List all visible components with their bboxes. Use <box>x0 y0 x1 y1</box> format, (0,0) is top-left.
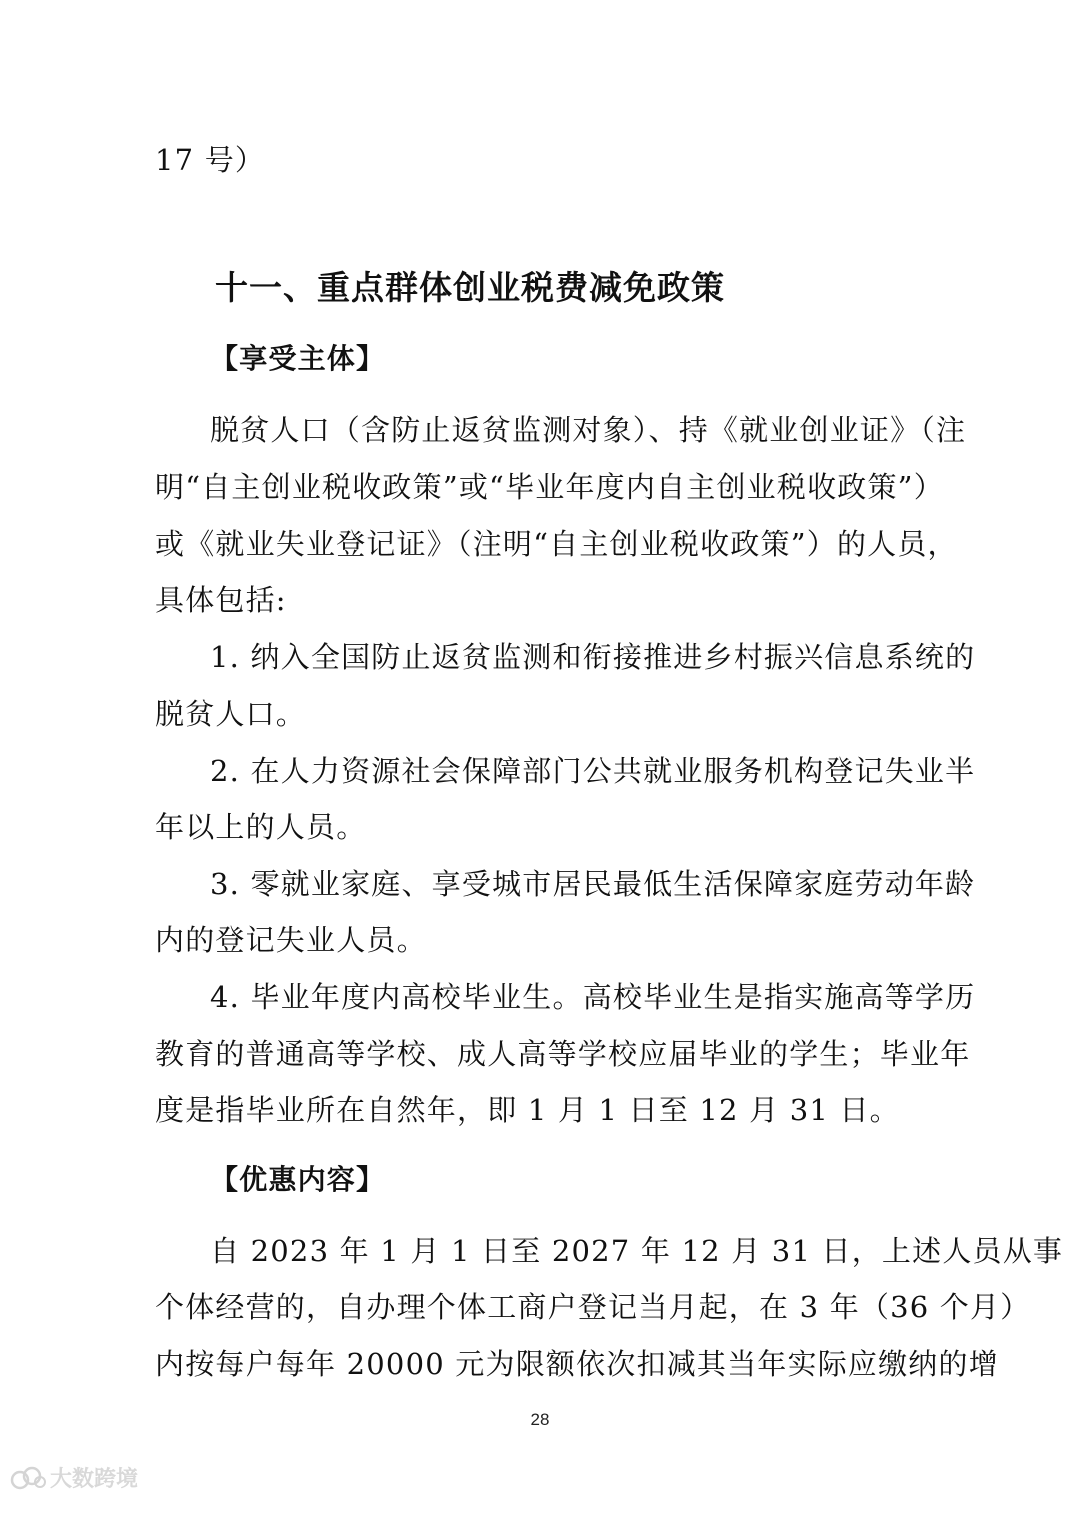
text-line: 脱贫人口（含防止返贫监测对象）、持《就业创业证》（注 <box>210 413 967 447</box>
text-line: 度是指毕业所在自然年，即 1 月 1 日至 12 月 31 日。 <box>155 1093 900 1127</box>
watermark-text: 大数跨境 <box>50 1467 139 1492</box>
list-item: 3. 零就业家庭、享受城市居民最低生活保障家庭劳动年龄 <box>210 867 976 901</box>
list-item: 1. 纳入全国防止返贫监测和衔接推进乡村振兴信息系统的 <box>210 640 976 674</box>
text-line: 内按每户每年 20000 元为限额依次扣减其当年实际应缴纳的增 <box>155 1347 999 1381</box>
text-line: 教育的普通高等学校、成人高等学校应届毕业的学生；毕业年 <box>155 1037 971 1071</box>
list-item: 4. 毕业年度内高校毕业生。高校毕业生是指实施高等学历 <box>210 980 976 1014</box>
text-line: 脱贫人口。 <box>155 697 307 731</box>
text-line: 内的登记失业人员。 <box>155 923 427 957</box>
subheading-preferential-content: 【优惠内容】 <box>210 1163 386 1196</box>
text-line: 或《就业失业登记证》（注明“自主创业税收政策”）的人员， <box>155 527 958 561</box>
page-number: 28 <box>530 1410 550 1429</box>
text-line: 17 号） <box>155 143 266 177</box>
text-line: 年以上的人员。 <box>155 810 367 844</box>
watermark <box>10 1462 138 1493</box>
text-line: 明“自主创业税收政策”或“毕业年度内自主创业税收政策”） <box>155 470 944 504</box>
weibo-logo-icon <box>10 1464 46 1492</box>
subheading-eligible-subjects: 【享受主体】 <box>210 342 386 375</box>
text-line: 具体包括: <box>155 583 287 617</box>
text-line: 自 2023 年 1 月 1 日至 2027 年 12 月 31 日，上述人员从事 <box>210 1234 1064 1268</box>
section-heading: 十一、重点群体创业税费减免政策 <box>215 268 725 307</box>
text-line: 个体经营的，自办理个体工商户登记当月起，在 3 年（36 个月） <box>155 1290 1031 1324</box>
list-item: 2. 在人力资源社会保障部门公共就业服务机构登记失业半 <box>210 754 976 788</box>
